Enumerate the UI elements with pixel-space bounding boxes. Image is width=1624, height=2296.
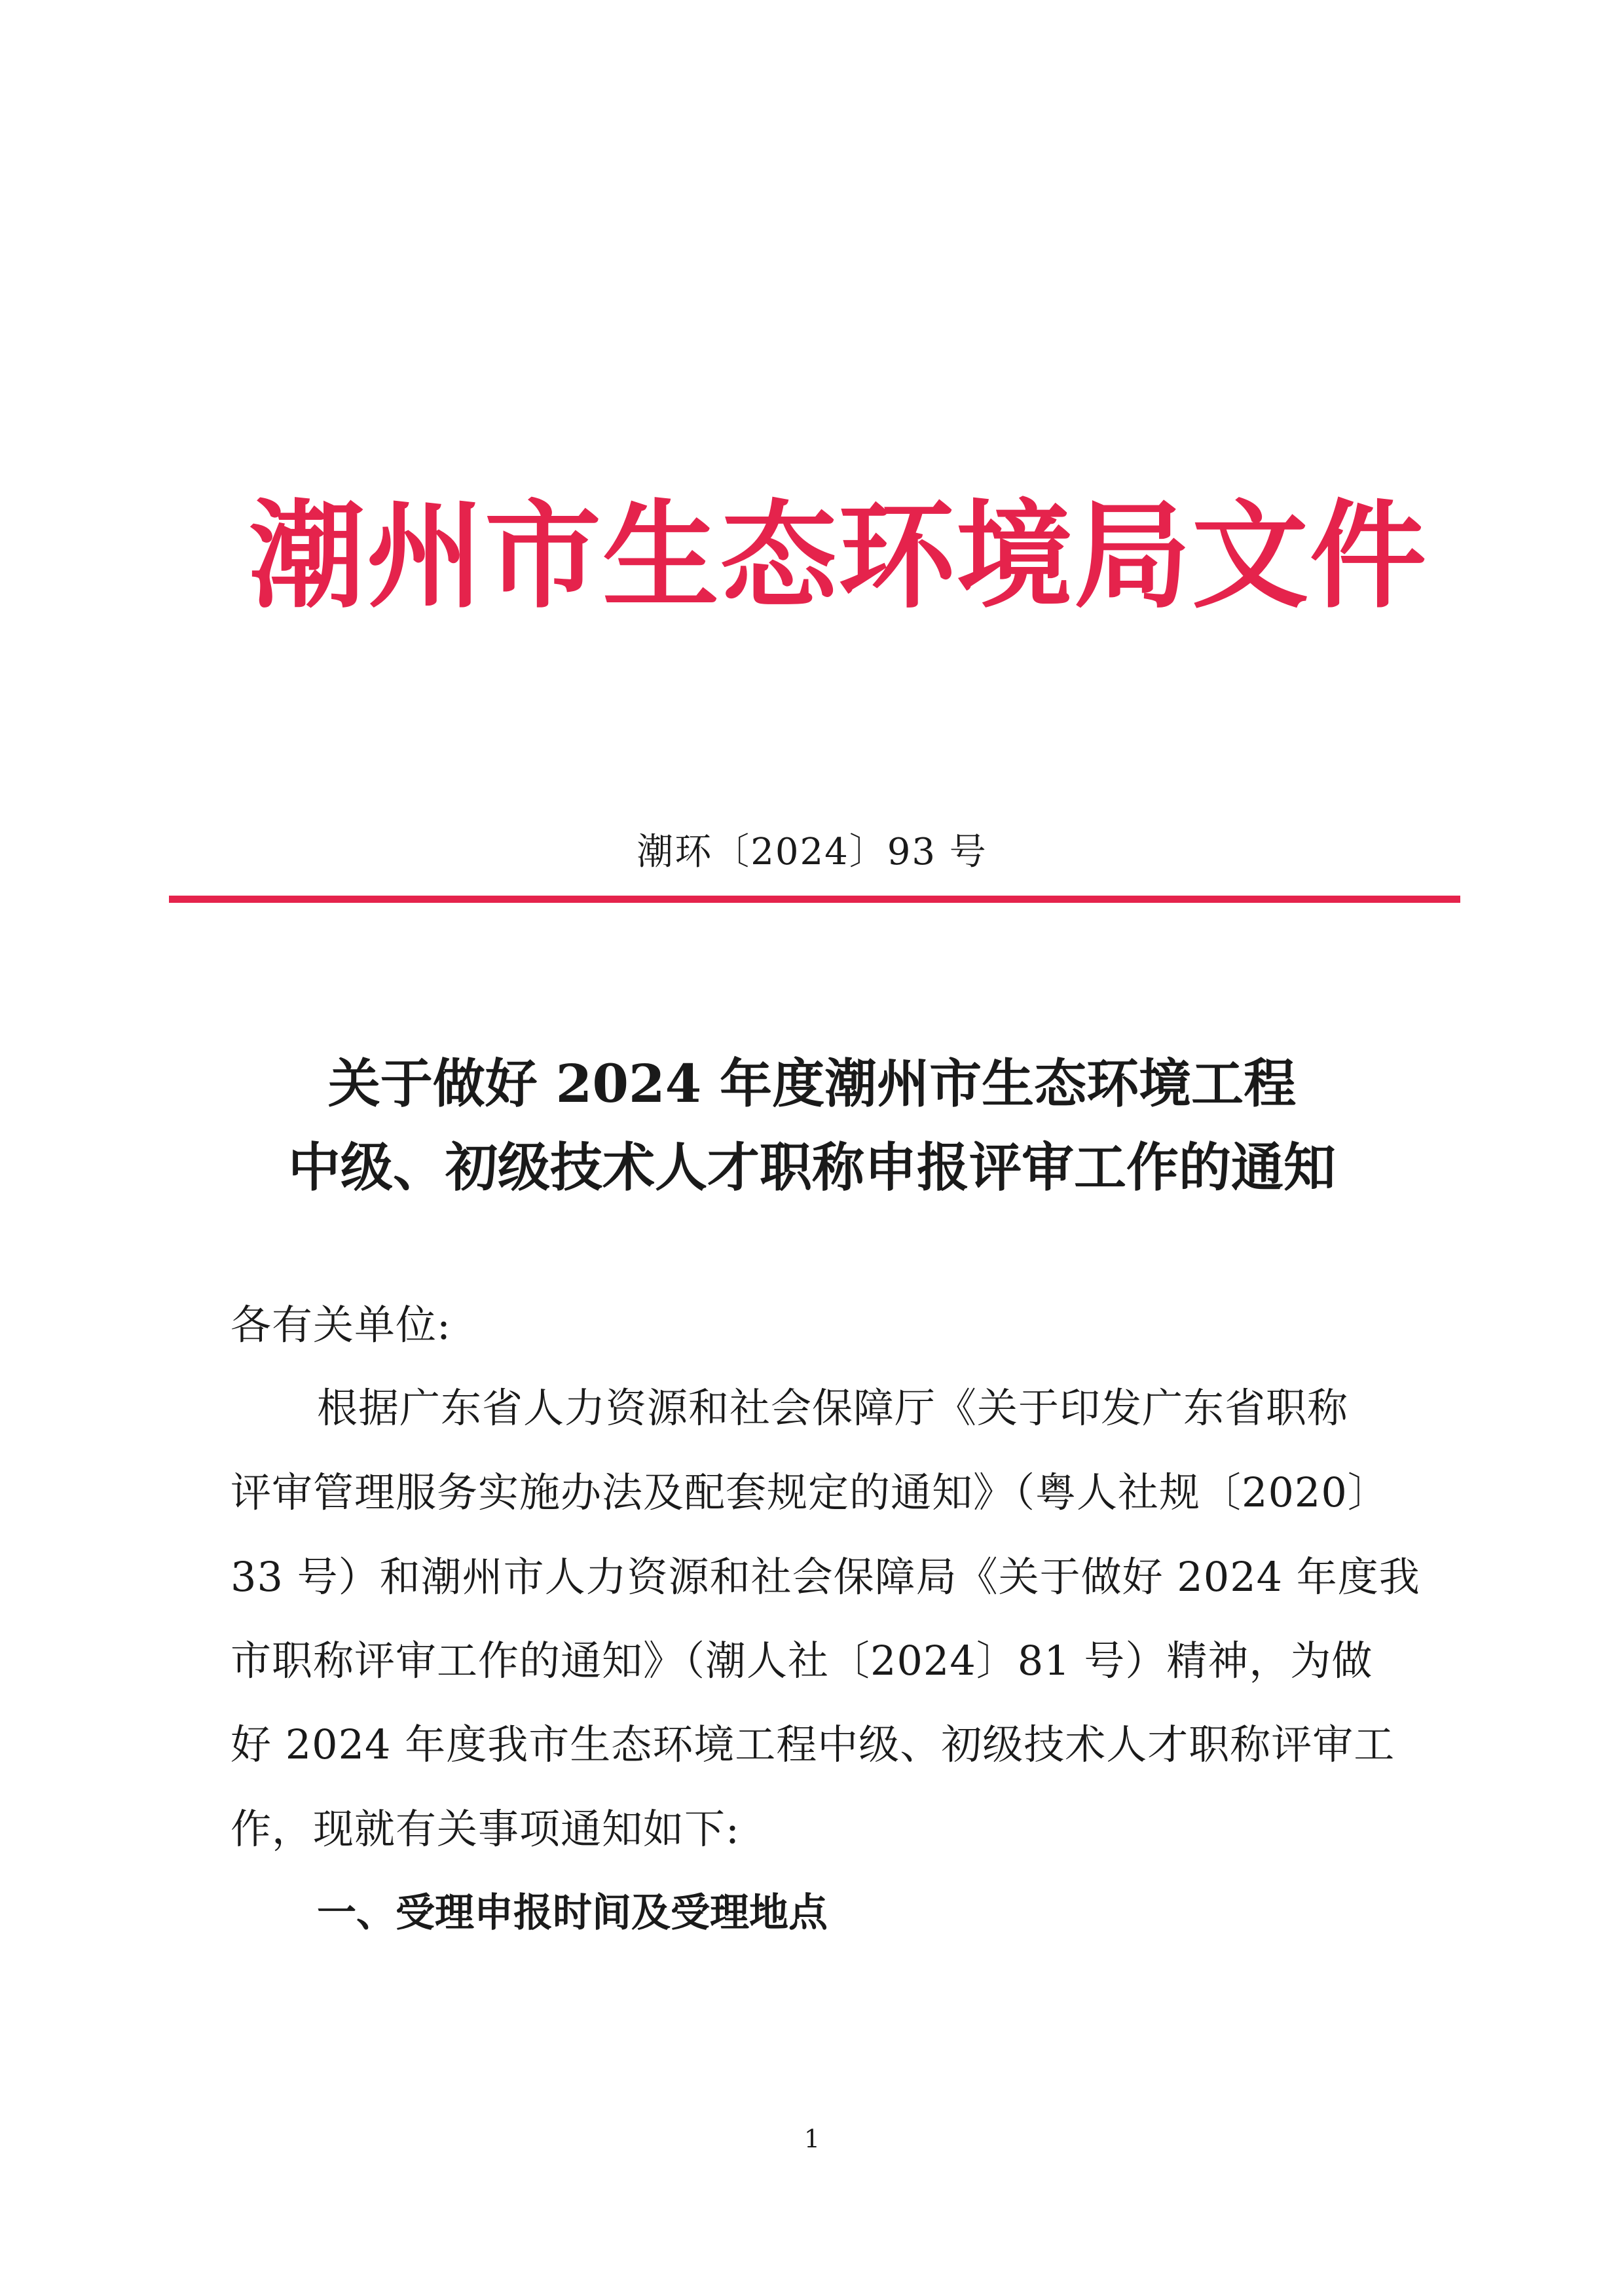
- document-number: 潮环〔2024〕93 号: [637, 831, 987, 873]
- paragraph-line: 好 2024 年度我市生态环境工程中级、初级技术人才职称评审工: [231, 1721, 1395, 1768]
- paragraph-line: 评审管理服务实施办法及配套规定的通知》（粤人社规〔2020〕: [231, 1468, 1389, 1516]
- page-number: 1: [803, 2124, 821, 2153]
- red-divider-line: [169, 896, 1460, 903]
- paragraph-line: 作，现就有关事项通知如下:: [231, 1805, 740, 1853]
- paragraph-line: 根据广东省人力资源和社会保障厅《关于印发广东省职称: [317, 1384, 1349, 1432]
- paragraph-line: 33 号）和潮州市人力资源和社会保障局《关于做好 2024 年度我: [231, 1553, 1420, 1601]
- salutation: 各有关单位:: [231, 1301, 451, 1349]
- section-heading: 一、受理申报时间及受理地点: [317, 1890, 828, 1936]
- paragraph-line: 市职称评审工作的通知》（潮人社〔2024〕81 号）精神，为做: [231, 1637, 1373, 1685]
- agency-header-title: 潮州市生态环境局文件: [249, 488, 1428, 624]
- document-title-line-2: 中级、初级技术人才职称申报评审工作的通知: [288, 1137, 1336, 1198]
- document-title-line-1: 关于做好 2024 年度潮州市生态环境工程: [327, 1053, 1297, 1114]
